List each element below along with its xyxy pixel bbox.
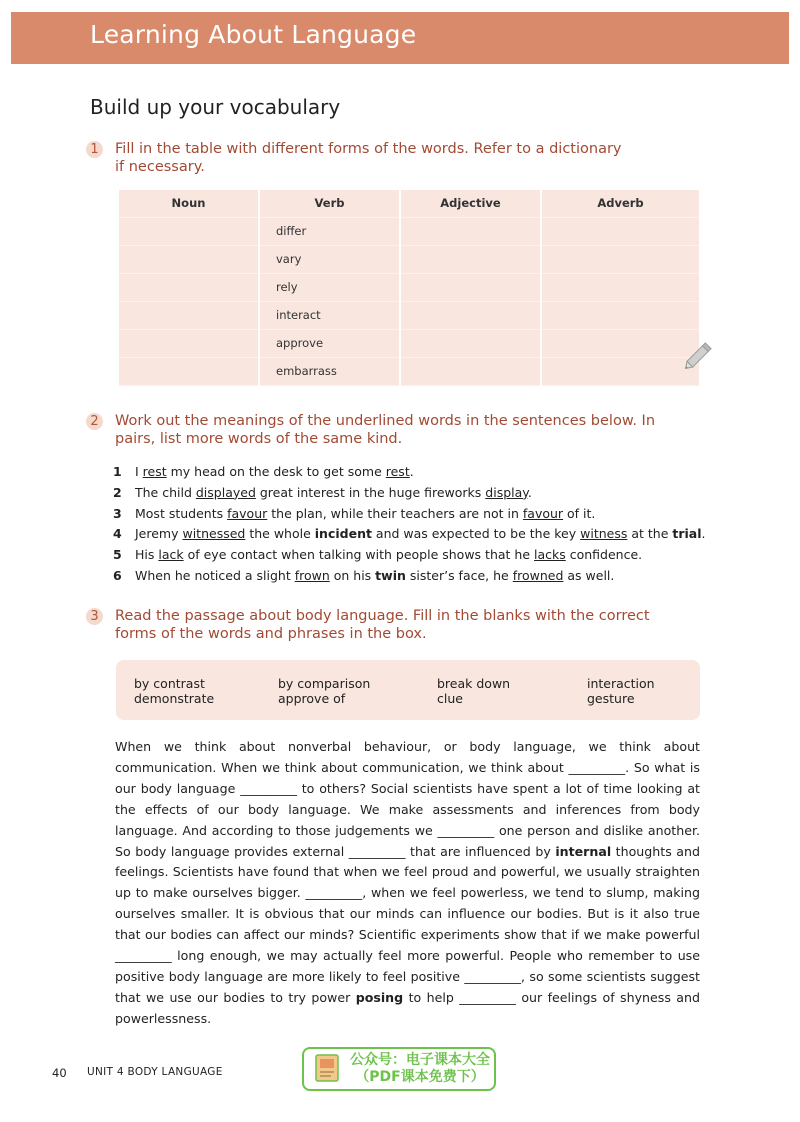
- sentence-fragment: and was expected to be the key: [371, 526, 581, 542]
- passage-text: [115, 737, 700, 1030]
- table-row: [119, 330, 699, 358]
- noun-cell[interactable]: [119, 246, 258, 274]
- sentence-fragment: my head on the desk to get some: [166, 464, 386, 479]
- question-text: [115, 140, 726, 176]
- underlined-word: rest: [385, 464, 410, 479]
- sentence-fragment: sister’s face, he: [405, 567, 513, 583]
- verb-cell: interact: [260, 302, 399, 330]
- question-line: Read the passage about body language. Fill in the blanks with the correct: [115, 608, 650, 624]
- passage-fragment: When we think about nonverbal behaviour, or body language, we think about communication. When we think about communication, we think about _________. So what is our body language _________ to others? Social scientists have spent a lot of time looking at the effects of our body language. We make assessments and inferences from body language. And according to those judgements we _________ one person and dislike another. So body language provides external _________ that are influenced by: [115, 739, 700, 859]
- stamp-line: 公众号：电子课本大全: [350, 1052, 490, 1068]
- adjective-cell[interactable]: [401, 330, 540, 358]
- underlined-word: frown: [294, 567, 330, 583]
- word-forms-table: [119, 190, 699, 386]
- word-box-item: approve of: [278, 691, 346, 706]
- question-number: 3: [86, 608, 103, 625]
- sentence-item: [113, 545, 713, 566]
- underlined-word: witness: [580, 526, 628, 542]
- sentence-fragment: of eye contact when talking with people shows that he: [183, 547, 534, 563]
- adjective-cell[interactable]: [401, 274, 540, 302]
- sentence-fragment: at the: [627, 526, 673, 542]
- question-number: 2: [86, 413, 103, 430]
- question-3: [86, 607, 726, 643]
- sentence-fragment: as well.: [563, 567, 615, 583]
- header-adjective: Adjective: [401, 190, 540, 218]
- bold-word: trial: [672, 526, 702, 542]
- header-noun: Noun: [119, 190, 258, 218]
- question-line: forms of the words and phrases in the box.: [115, 626, 427, 642]
- question-line: Fill in the table with different forms of the words. Refer to a dictionary: [115, 141, 622, 157]
- sentence-fragment: of it.: [563, 505, 596, 521]
- word-box: [116, 660, 700, 720]
- question-line: Work out the meanings of the underlined words in the sentences below. In: [115, 413, 656, 429]
- word-box-item: interaction: [587, 676, 655, 691]
- bold-word: twin: [375, 567, 406, 583]
- verb-cell: approve: [260, 330, 399, 358]
- sentence-fragment: .: [527, 484, 532, 500]
- word-box-item: clue: [437, 691, 463, 706]
- section-title: Build up your vocabulary: [90, 95, 341, 119]
- sentence-item: [113, 483, 713, 504]
- question-number: 1: [86, 141, 103, 158]
- adverb-cell[interactable]: [542, 218, 699, 246]
- underlined-word: favour: [522, 505, 564, 521]
- underlined-word: favour: [227, 505, 268, 521]
- table-row: [119, 274, 699, 302]
- adjective-cell[interactable]: [401, 246, 540, 274]
- passage-fragment: to help _________ our feelings of shyness and powerlessness.: [115, 989, 700, 1026]
- noun-cell[interactable]: [119, 358, 258, 386]
- header-banner: [11, 12, 789, 64]
- bold-word: incident: [314, 526, 372, 542]
- sentence-fragment: great interest in the huge fireworks: [255, 484, 486, 500]
- sentence-text: [135, 566, 614, 587]
- sentence-fragment: .: [409, 464, 414, 479]
- adjective-cell[interactable]: [401, 302, 540, 330]
- pencil-icon: [680, 336, 718, 374]
- sentence-text: [135, 504, 595, 525]
- sentence-fragment: His: [135, 547, 159, 563]
- sentence-fragment: .: [701, 526, 706, 542]
- underlined-word: displayed: [195, 484, 256, 500]
- sentence-number: 4: [113, 526, 122, 542]
- question-2: [86, 412, 726, 448]
- underlined-word: witnessed: [182, 526, 246, 542]
- adverb-cell[interactable]: [542, 246, 699, 274]
- sentence-fragment: I: [135, 464, 143, 479]
- noun-cell[interactable]: [119, 330, 258, 358]
- verb-cell: differ: [260, 218, 399, 246]
- passage-fragment: thoughts and feelings. Scientists have found that when we feel proud and powerful, we usually straighten up to make ourselves bigger. _________, when we feel powerless, we tend to slump, making ourselves smaller. It is obvious that our minds can influence our bodies. But is it also true that our bodies can affect our minds? Scientific experiments show that if we make powerful _________ long enough, we may actually feel more powerful. People who remember to use positive body language are more likely to feel positive _________, so some scientists suggest that we use our bodies to try power: [115, 843, 700, 1005]
- verb-cell: rely: [260, 274, 399, 302]
- page-number: 40: [52, 1066, 67, 1080]
- bold-word: internal: [555, 843, 612, 859]
- sentence-item: [113, 504, 713, 525]
- table-row: [119, 218, 699, 246]
- header-adverb: Adverb: [542, 190, 699, 218]
- word-box-item: break down: [437, 676, 511, 691]
- watermark-stamp: [302, 1047, 496, 1091]
- sentence-number: 3: [113, 505, 122, 521]
- underlined-word: display: [485, 484, 528, 500]
- adverb-cell[interactable]: [542, 302, 699, 330]
- sentence-item: [113, 566, 713, 587]
- sentence-number: 5: [113, 547, 122, 563]
- noun-cell[interactable]: [119, 302, 258, 330]
- table-row: [119, 302, 699, 330]
- verb-cell: vary: [260, 246, 399, 274]
- sentence-text: [135, 524, 706, 545]
- underlined-word: lacks: [534, 547, 566, 563]
- sentence-fragment: Jeremy: [135, 526, 183, 542]
- noun-cell[interactable]: [119, 274, 258, 302]
- sentence-number: 2: [113, 484, 122, 500]
- adverb-cell[interactable]: [542, 274, 699, 302]
- question-line: pairs, list more words of the same kind.: [115, 431, 403, 447]
- question-1: [86, 140, 726, 176]
- question-text: [115, 412, 726, 448]
- sentence-text: [135, 462, 414, 483]
- sentence-fragment: the plan, while their teachers are not in: [267, 505, 523, 521]
- word-box-item: by comparison: [278, 676, 371, 691]
- adverb-cell[interactable]: [542, 330, 699, 358]
- question-line: if necessary.: [115, 159, 205, 175]
- table-body: [119, 218, 699, 386]
- sentence-item: [113, 462, 713, 483]
- sentence-list: [113, 462, 713, 587]
- sentence-fragment: the whole: [245, 526, 315, 542]
- bold-word: posing: [355, 989, 404, 1005]
- sentence-text: [135, 545, 642, 566]
- header-verb: Verb: [260, 190, 399, 218]
- sentence-fragment: Most students: [135, 505, 228, 521]
- sentence-fragment: confidence.: [565, 547, 643, 563]
- stamp-line: （PDF课本免费下）: [355, 1069, 485, 1085]
- unit-label: UNIT 4 BODY LANGUAGE: [87, 1066, 223, 1078]
- adjective-cell[interactable]: [401, 358, 540, 386]
- book-icon: [313, 1053, 343, 1085]
- table-row: [119, 358, 699, 386]
- table-header-row: [119, 190, 699, 218]
- sentence-fragment: The child: [135, 484, 196, 500]
- sentence-fragment: When he noticed a slight: [135, 567, 295, 583]
- question-text: [115, 607, 726, 643]
- sentence-fragment: on his: [329, 567, 376, 583]
- table-row: [119, 246, 699, 274]
- noun-cell[interactable]: [119, 218, 258, 246]
- verb-cell: embarrass: [260, 358, 399, 386]
- sentence-number: 6: [113, 567, 122, 583]
- sentence-number: 1: [113, 464, 122, 479]
- word-box-item: gesture: [587, 691, 635, 706]
- word-box-item: demonstrate: [134, 691, 215, 706]
- underlined-word: frowned: [512, 567, 564, 583]
- adjective-cell[interactable]: [401, 218, 540, 246]
- adverb-cell[interactable]: [542, 358, 699, 386]
- underlined-word: lack: [158, 547, 184, 563]
- page-title: Learning About Language: [90, 20, 417, 49]
- word-box-item: by contrast: [134, 676, 205, 691]
- sentence-text: [135, 483, 532, 504]
- sentence-item: [113, 524, 713, 545]
- underlined-word: rest: [142, 464, 167, 479]
